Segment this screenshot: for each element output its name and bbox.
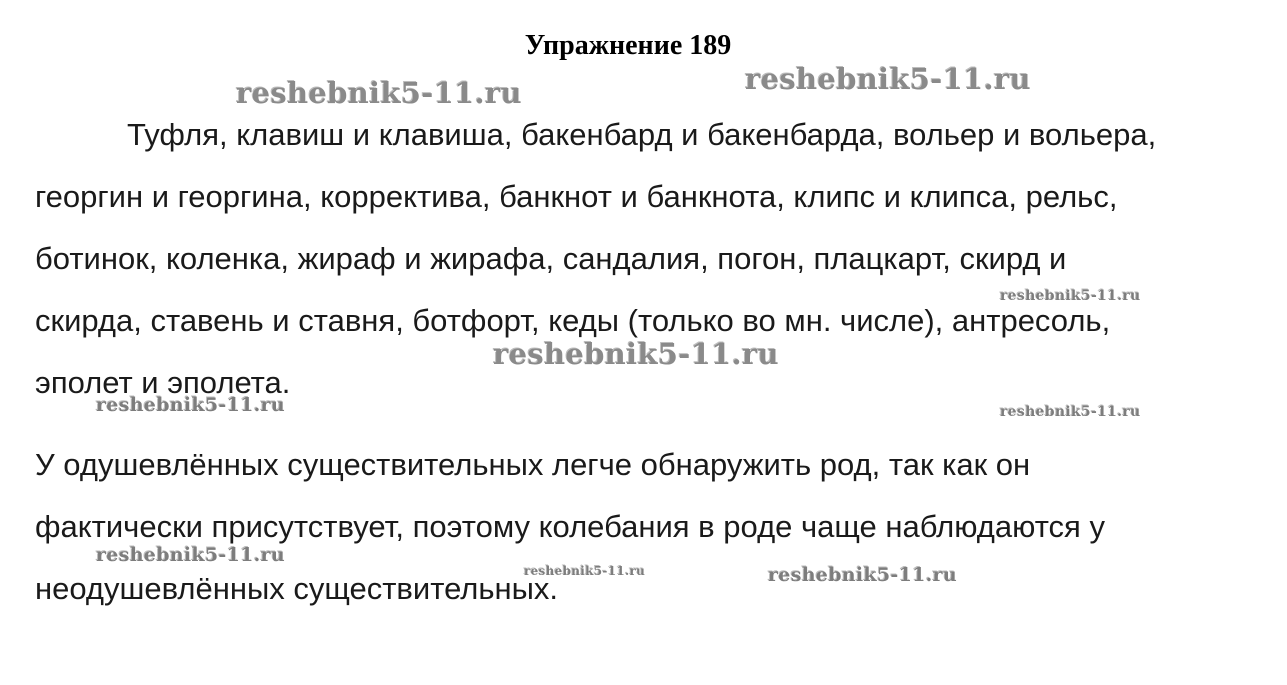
watermark: reshebnik5-11.ru [524, 564, 646, 578]
exercise-title: Упражнение 189 [524, 30, 732, 61]
paragraph-line: У одушевлённых существительных легче обнаружить род, так как он [35, 447, 1031, 482]
watermark: reshebnik5-11.ru [493, 337, 779, 371]
answer-paragraph-2 [35, 434, 1195, 620]
paragraph-line: скирда, ставень и ставня, ботфорт, кеды (только во мн. числе), антресоль, [35, 303, 1111, 338]
watermark: reshebnik5-11.ru [1000, 404, 1141, 420]
watermark: reshebnik5-11.ru [1000, 288, 1141, 304]
paragraph-line: эполет и эполета. [35, 365, 291, 400]
watermark: reshebnik5-11.ru [768, 564, 957, 586]
watermark: reshebnik5-11.ru [96, 394, 285, 416]
watermark: reshebnik5-11.ru [236, 76, 522, 110]
paragraph-line: неодушевлённых существительных. [35, 571, 559, 606]
paragraph-line: Туфля, клавиш и клавиша, бакенбард и бакенбарда, вольер и вольера, [127, 117, 1157, 152]
paragraph-line: ботинок, коленка, жираф и жирафа, сандалия, погон, плацкарт, скирд и [35, 241, 1067, 276]
paragraph-line: георгин и георгина, корректива, банкнот и банкнота, клипс и клипса, рельс, [35, 179, 1118, 214]
paragraph-line: фактически присутствует, поэтому колебания в роде чаще наблюдаются у [35, 509, 1105, 544]
watermark: reshebnik5-11.ru [96, 544, 285, 566]
watermark: reshebnik5-11.ru [745, 62, 1031, 96]
